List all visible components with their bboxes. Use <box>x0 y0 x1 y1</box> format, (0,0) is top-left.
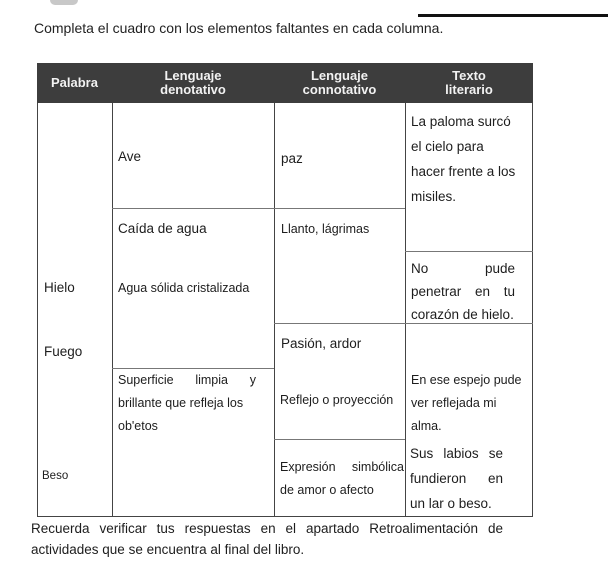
header-connotativo: Lenguaje connotativo <box>274 63 405 103</box>
header-palabra: Palabra <box>37 63 112 103</box>
table-cell: No pude penetrar en tu corazón de hielo. <box>411 261 515 322</box>
vocabulary-table <box>37 63 533 517</box>
table-cell: Caída de agua <box>118 221 207 236</box>
grid-line <box>532 103 533 517</box>
table-cell: Superficie limpia y brillante que refleja los ob'etos <box>118 373 256 433</box>
table-cell: En ese espejo pude ver reflejada mi alma. <box>411 373 522 433</box>
table-cell: Agua sólida cristalizada <box>118 281 250 295</box>
instruction-text: Completa el cuadro con los elementos faltantes en cada columna. <box>34 20 444 36</box>
table-cell: Ave <box>118 149 142 164</box>
header-literario: Texto literario <box>405 63 533 103</box>
table-cell: Expresión simbólica de amor o afecto <box>280 460 404 497</box>
table-cell: Pasión, ardor <box>281 336 362 351</box>
table-cell: paz <box>281 151 303 166</box>
pencil-scribble-icon <box>50 0 78 5</box>
header-denotativo: Lenguaje denotativo <box>112 63 274 103</box>
table-cell: Fuego <box>44 344 83 359</box>
table-cell: Reflejo o proyección <box>280 393 394 407</box>
grid-line <box>112 103 113 517</box>
footer-note: Recuerda verificar tus respuestas en el apartado Retroalimentación de actividades que se encuentra al final del libro. <box>31 521 503 557</box>
grid-line <box>37 516 533 517</box>
table-cell: Hielo <box>44 280 75 295</box>
grid-line <box>405 103 406 517</box>
table-cell: Llanto, lágrimas <box>281 222 370 236</box>
table-cell: La paloma surcó el cielo para hacer frente a los misiles. <box>411 114 516 204</box>
grid-line <box>405 251 533 252</box>
grid-line <box>274 103 275 517</box>
header-rule <box>418 14 608 17</box>
grid-line <box>37 103 38 517</box>
table-cell: Beso <box>42 470 69 482</box>
grid-line <box>112 208 405 209</box>
grid-line <box>274 439 405 440</box>
table-cell: Sus labios se fundieron en un lar o beso. <box>410 446 503 511</box>
